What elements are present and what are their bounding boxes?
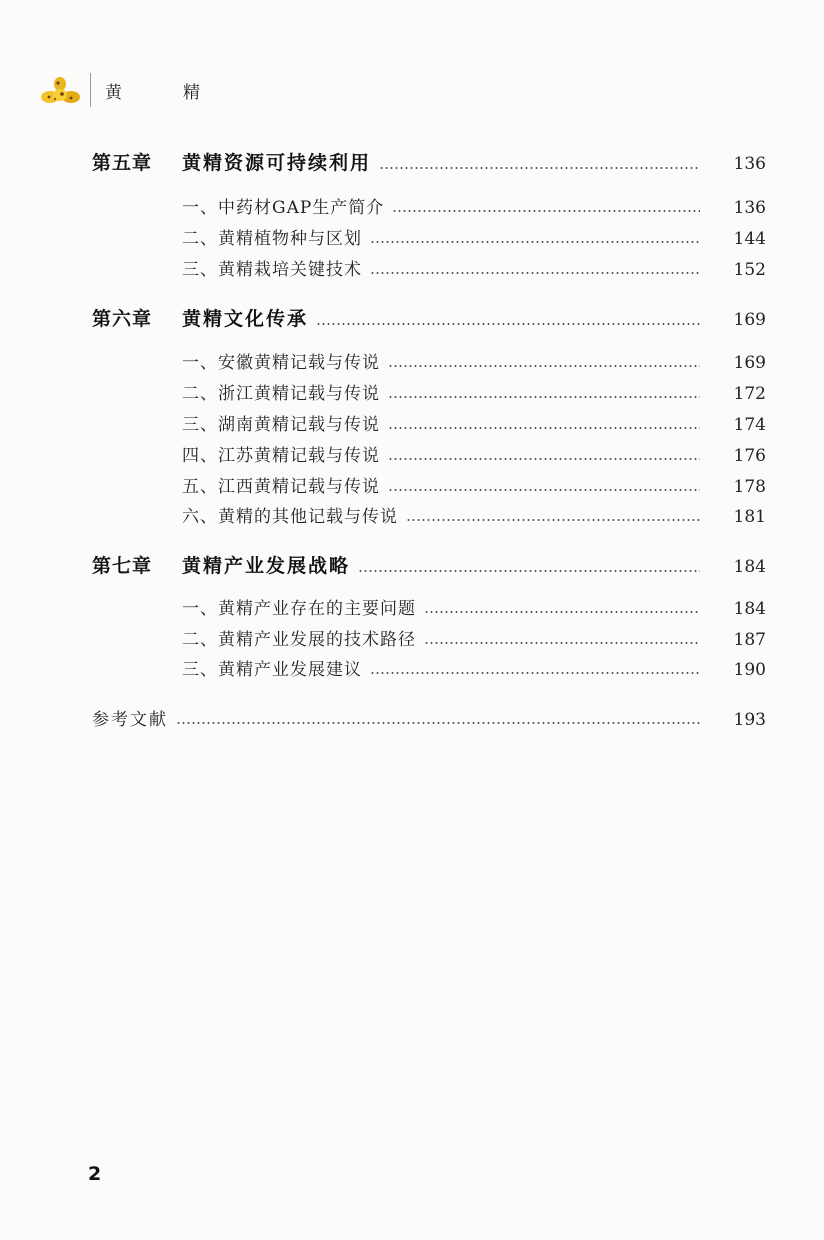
folio-page-number: 2 xyxy=(88,1163,102,1185)
dot-leader xyxy=(370,272,700,274)
page-number: 152 xyxy=(733,260,766,280)
toc-section[interactable] xyxy=(0,625,824,650)
section-title: 三、黄精栽培关键技术 xyxy=(182,260,362,280)
toc-section[interactable] xyxy=(0,594,824,619)
dot-leader xyxy=(392,210,700,212)
toc-section[interactable] xyxy=(0,224,824,249)
page-number: 181 xyxy=(733,507,766,527)
dot-leader xyxy=(388,458,700,460)
page-number: 136 xyxy=(733,198,766,218)
page-number: 184 xyxy=(733,557,766,577)
toc-chapter-7[interactable] xyxy=(0,551,824,578)
running-header-title: 黄 精 xyxy=(105,82,222,103)
chapter-title: 黄精资源可持续利用 xyxy=(182,152,372,174)
dot-leader xyxy=(370,672,700,674)
page-number: 172 xyxy=(733,384,766,404)
section-title: 一、安徽黄精记载与传说 xyxy=(182,353,380,373)
toc-section[interactable] xyxy=(0,410,824,435)
page-number: 176 xyxy=(733,446,766,466)
dot-leader xyxy=(388,489,700,491)
toc-section[interactable] xyxy=(0,379,824,404)
header-divider xyxy=(90,73,91,107)
chapter-title: 黄精文化传承 xyxy=(182,308,309,330)
dot-leader xyxy=(316,323,700,325)
page-number: 193 xyxy=(733,710,766,730)
section-title: 一、黄精产业存在的主要问题 xyxy=(182,599,416,619)
dot-leader xyxy=(358,570,700,572)
page-number: 174 xyxy=(733,415,766,435)
chapter-title: 黄精产业发展战略 xyxy=(182,555,351,577)
yellow-flower-logo-icon xyxy=(40,70,82,110)
dot-leader xyxy=(424,611,700,613)
section-title: 三、黄精产业发展建议 xyxy=(182,660,362,680)
toc-section[interactable] xyxy=(0,472,824,497)
page-number: 187 xyxy=(733,630,766,650)
dot-leader xyxy=(370,241,700,243)
toc-references[interactable] xyxy=(0,705,824,730)
toc-section[interactable] xyxy=(0,193,824,218)
section-title: 二、黄精植物种与区划 xyxy=(182,229,362,249)
page-number: 169 xyxy=(733,353,766,373)
dot-leader xyxy=(406,519,700,521)
toc-section[interactable] xyxy=(0,655,824,680)
page-number: 178 xyxy=(733,477,766,497)
section-title: 二、黄精产业发展的技术路径 xyxy=(182,630,416,650)
references-title: 参考文献 xyxy=(92,710,168,730)
dot-leader xyxy=(388,396,700,398)
section-title: 四、江苏黄精记载与传说 xyxy=(182,446,380,466)
page-number: 190 xyxy=(733,660,766,680)
page-number: 144 xyxy=(733,229,766,249)
section-title: 一、中药材GAP生产简介 xyxy=(182,198,385,218)
dot-leader xyxy=(388,427,700,429)
section-title: 三、湖南黄精记载与传说 xyxy=(182,415,380,435)
toc-chapter-6[interactable] xyxy=(0,304,824,331)
dot-leader xyxy=(388,365,700,367)
toc-section[interactable] xyxy=(0,502,824,527)
section-title: 五、江西黄精记载与传说 xyxy=(182,477,380,497)
page-number: 184 xyxy=(733,599,766,619)
toc-chapter-5[interactable] xyxy=(0,148,824,175)
chapter-number: 第五章 xyxy=(92,152,153,174)
toc-section[interactable] xyxy=(0,348,824,373)
dot-leader xyxy=(424,642,700,644)
dot-leader xyxy=(176,722,700,724)
chapter-number: 第六章 xyxy=(92,308,153,330)
chapter-number: 第七章 xyxy=(92,555,153,577)
running-header xyxy=(40,70,222,110)
page-number: 136 xyxy=(733,154,766,174)
section-title: 二、浙江黄精记载与传说 xyxy=(182,384,380,404)
page-number: 169 xyxy=(733,310,766,330)
toc-section[interactable] xyxy=(0,441,824,466)
section-title: 六、黄精的其他记载与传说 xyxy=(182,507,398,527)
dot-leader xyxy=(379,167,700,169)
toc-section[interactable] xyxy=(0,255,824,280)
